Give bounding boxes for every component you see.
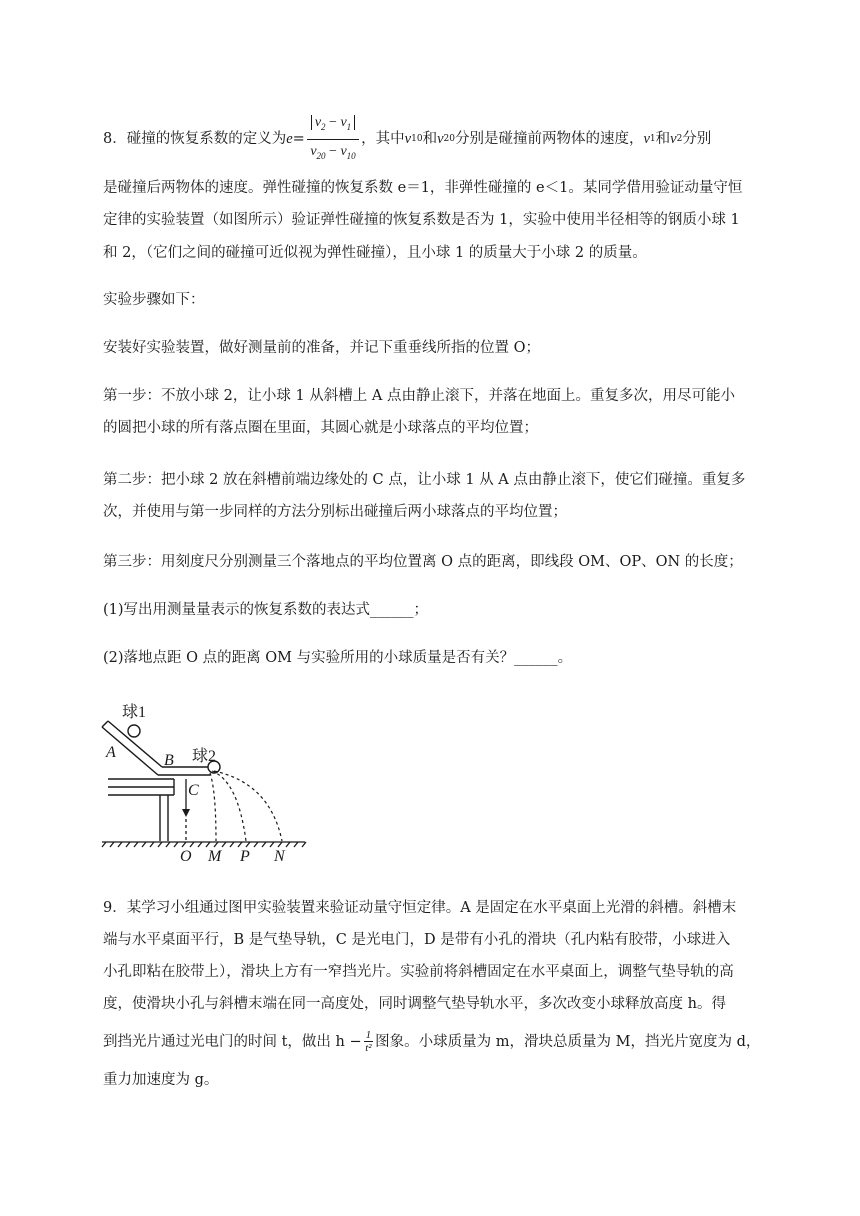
q8-line1-text-f: 分别 bbox=[682, 131, 712, 147]
numerator-minus: − bbox=[325, 114, 341, 130]
v2-sub: 2 bbox=[676, 134, 683, 144]
denominator-v10: v bbox=[340, 143, 347, 159]
v20-symbol: v bbox=[437, 131, 444, 147]
label-C: C bbox=[188, 782, 199, 799]
q8-line-4: 和 2，（它们之间的碰撞可近似视为弹性碰撞），且小球 1 的质量大于小球 2 的质量。 bbox=[103, 245, 647, 261]
small-frac-denominator: t² bbox=[365, 1042, 372, 1054]
equals-sign: = bbox=[292, 131, 305, 147]
q9-line-4: 度，使滑块小孔与斜槽末端在同一高度处，同时调整气垫导轨水平，多次改变小球释放高度 h。得 bbox=[103, 996, 726, 1012]
v1-sub: 1 bbox=[649, 134, 656, 144]
steps-title: 实验步骤如下： bbox=[103, 292, 205, 308]
step-0: 安装好实验装置，做好测量前的准备，并记下重垂线所指的位置 O； bbox=[103, 340, 540, 356]
v2-symbol: v bbox=[670, 131, 677, 147]
label-M: M bbox=[208, 848, 222, 865]
q9-line-2: 端与水平桌面平行，B 是气垫导轨，C 是光电门，D 是带有小孔的滑块（孔内粘有胶带，小球进入 bbox=[103, 932, 731, 948]
step-2-line-a: 第二步：把小球 2 放在斜槽前端边缘处的 C 点，让小球 1 从 A 点由静止滚下，使它们碰撞。重复多 bbox=[103, 472, 746, 488]
question-1: (1)写出用测量量表示的恢复系数的表达式______； bbox=[103, 602, 429, 618]
q9-line-3: 小孔即粘在胶带上），滑块上方有一窄挡光片。实验前将斜槽固定在水平桌面上，调整气垫导轨的高 bbox=[103, 964, 734, 980]
v10-sub: 10 bbox=[411, 134, 423, 144]
ground bbox=[102, 842, 306, 847]
trajectories bbox=[210, 771, 282, 841]
denominator-v20-sub: 20 bbox=[316, 150, 326, 161]
label-B: B bbox=[164, 752, 174, 769]
q8-line-1 bbox=[103, 114, 711, 164]
q8-line1-text-d: 分别是碰撞前两物体的速度， bbox=[454, 131, 644, 147]
question-2: (2)落地点距 O 点的距离 OM 与实验所用的小球质量是否有关？______。 bbox=[103, 650, 573, 666]
one-over-t-squared bbox=[364, 1029, 374, 1055]
fraction-denominator bbox=[307, 140, 359, 166]
step-3: 第三步：用刻度尺分别测量三个落地点的平均位置离 O 点的距离，即线段 OM、OP、ON 的长度； bbox=[103, 554, 743, 570]
q9-line-6: 重力加速度为 g。 bbox=[103, 1072, 219, 1088]
small-frac-numerator: 1 bbox=[365, 1029, 372, 1041]
q8-line-2: 是碰撞后两物体的速度。弹性碰撞的恢复系数 e＝1，非弹性碰撞的 e＜1。某同学借用验证动量守恒 bbox=[103, 180, 743, 196]
q8-line1-text-e: 和 bbox=[655, 131, 671, 147]
step-1-line-a: 第一步：不放小球 2，让小球 1 从斜槽上 A 点由静止滚下，并落在地面上。重复多次，用尽可能小 bbox=[103, 388, 735, 404]
v1-symbol: v bbox=[643, 131, 650, 147]
q8-line1-text-b: ，其中 bbox=[361, 131, 405, 147]
q9-line5-text-a: 到挡光片通过光电门的时间 t，做出 h − bbox=[103, 1034, 362, 1050]
denominator-v20: v bbox=[310, 143, 317, 159]
numerator-v2: v bbox=[314, 114, 322, 130]
step-1-line-b: 的圆把小球的所有落点圈在里面，其圆心就是小球落点的平均位置； bbox=[103, 420, 538, 436]
v20-sub: 20 bbox=[443, 134, 455, 144]
numerator-v1-sub: 1 bbox=[346, 121, 352, 132]
q8-line1-text-a: 8．碰撞的恢复系数的定义为 bbox=[103, 131, 287, 147]
label-A: A bbox=[106, 744, 116, 761]
ball-1 bbox=[128, 725, 140, 737]
table bbox=[108, 779, 174, 841]
v10-symbol: v bbox=[404, 131, 412, 147]
q9-line-5 bbox=[103, 1024, 760, 1060]
numerator-v2-sub: 2 bbox=[321, 121, 326, 132]
experiment-diagram bbox=[100, 695, 320, 865]
label-ball-1: 球1 bbox=[122, 704, 147, 721]
q8-line-3: 定律的实验装置（如图所示）验证弹性碰撞的恢复系数是否为 1，实验中使用半径相等的钢质小球 1 bbox=[103, 212, 740, 228]
q8-line1-text-c: 和 bbox=[422, 131, 438, 147]
label-O: O bbox=[180, 848, 192, 865]
e-symbol: e bbox=[286, 131, 293, 147]
label-P: P bbox=[240, 848, 250, 865]
q9-line-1: 9．某学习小组通过图甲实验装置来验证动量守恒定律。A 是固定在水平桌面上光滑的斜槽。斜槽末 bbox=[103, 900, 737, 916]
numerator-v1: v bbox=[340, 114, 347, 130]
fraction-numerator bbox=[307, 113, 359, 140]
q9-line5-text-b: 图象。小球质量为 m，滑块总质量为 M，挡光片宽度为 d， bbox=[375, 1034, 761, 1050]
denominator-v10-sub: 10 bbox=[346, 150, 356, 161]
label-N: N bbox=[274, 848, 285, 865]
restitution-fraction bbox=[307, 113, 359, 166]
label-ball-2: 球2 bbox=[192, 748, 217, 765]
step-2-line-b: 次，并使用与第一步同样的方法分别标出碰撞后两小球落点的平均位置； bbox=[103, 504, 567, 520]
denominator-minus: − bbox=[325, 143, 341, 159]
